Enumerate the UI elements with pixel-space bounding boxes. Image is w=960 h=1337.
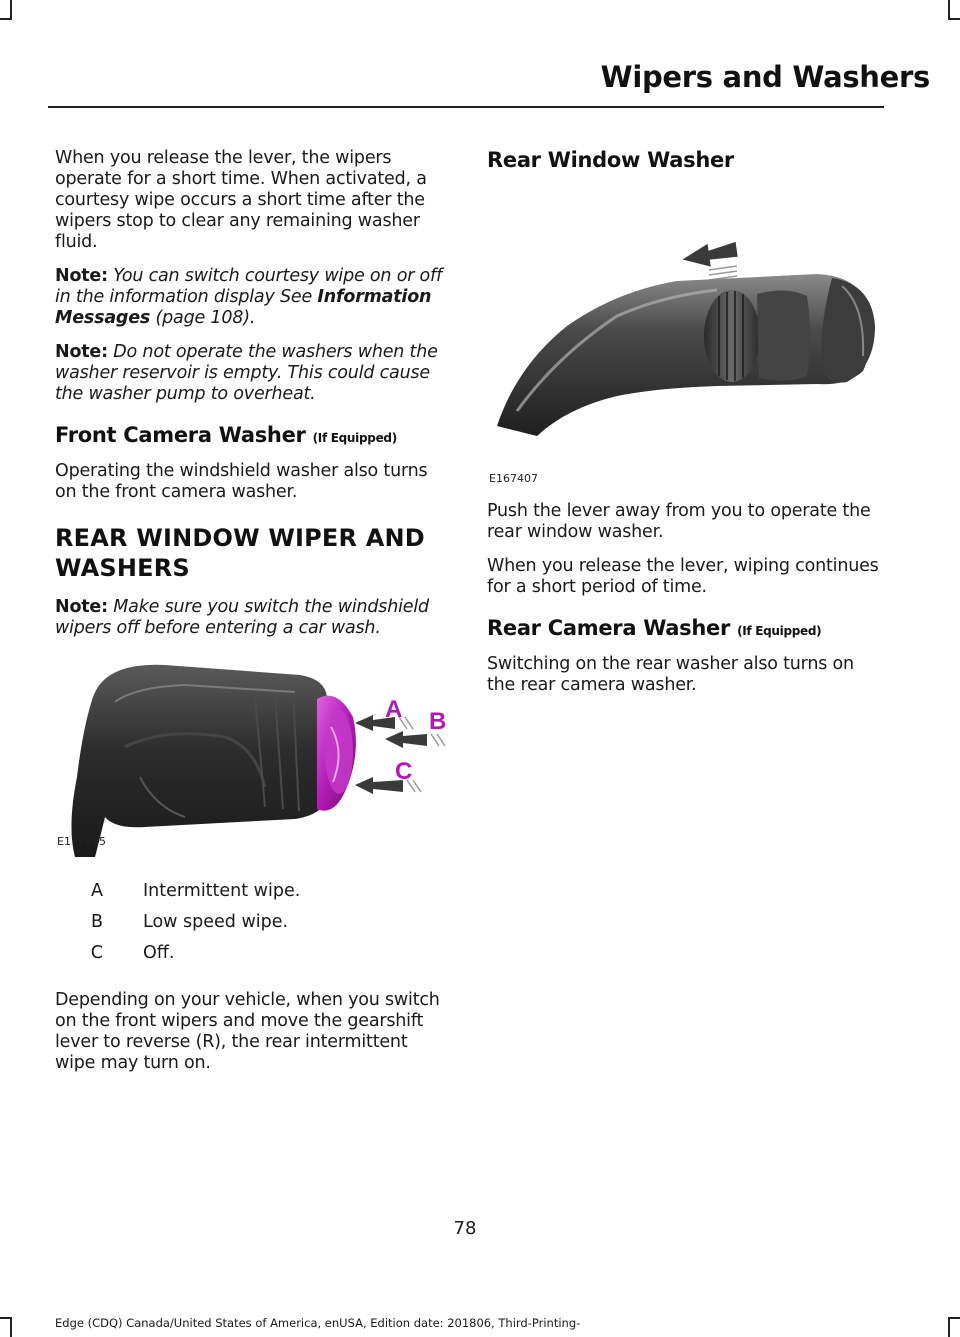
if-equipped-label: (If Equipped) <box>312 431 397 445</box>
rear-washer-lever-figure <box>487 186 882 485</box>
paragraph-reverse: Depending on your vehicle, when you switch on the front wipers and move the gearshift lever to reverse (R), the rear intermittent wipe may turn on. <box>55 990 440 1073</box>
section-heading-line1: REAR WINDOW WIPER AND <box>55 524 425 552</box>
crop-mark <box>10 1317 12 1337</box>
callout-text: Low speed wipe. <box>143 912 289 932</box>
list-item <box>55 881 450 912</box>
page-title: Wipers and Washers <box>600 60 930 94</box>
front-camera-heading <box>55 423 450 447</box>
note-label: Note: <box>55 342 108 362</box>
crop-mark <box>10 0 12 20</box>
heading-text: Front Camera Washer <box>55 423 306 447</box>
callout-letter: B <box>90 912 103 932</box>
note-reservoir <box>55 342 450 405</box>
crop-mark <box>948 0 950 20</box>
header-divider <box>48 106 884 108</box>
callout-text: Intermittent wipe. <box>143 881 301 901</box>
edition-line: Edge (CDQ) Canada/United States of America, enUSA, Edition date: 201806, Third-Printing- <box>55 1316 581 1330</box>
rear-window-washer-heading: Rear Window Washer <box>487 148 734 172</box>
paragraph-front-camera: Operating the windshield washer also turns on the front camera washer. <box>55 461 428 502</box>
rear-camera-heading <box>487 616 882 640</box>
left-column <box>55 148 450 1087</box>
note-text: You can switch courtesy wipe on or off in the information display See <box>55 266 442 307</box>
callout-text: Off. <box>143 943 175 963</box>
section-heading-line2: WASHERS <box>55 554 190 582</box>
wiper-lever-figure <box>55 657 450 857</box>
wiper-lever-illustration <box>55 657 450 857</box>
note-car-wash <box>55 597 450 639</box>
paragraph-push: Push the lever away from you to operate the rear window washer. <box>487 501 871 542</box>
figure-code: E171615 <box>57 835 106 848</box>
crop-mark <box>948 18 960 20</box>
crop-mark <box>0 18 12 20</box>
if-equipped-label: (If Equipped) <box>737 624 822 638</box>
list-item <box>55 943 450 974</box>
note-text: Do not operate the washers when the washer reservoir is empty. This could cause the washer pump to overheat. <box>55 342 438 404</box>
figure-label-c: C <box>395 758 413 785</box>
section-heading <box>55 523 450 583</box>
callout-letter: C <box>90 943 103 963</box>
paragraph-release-rear: When you release the lever, wiping continues for a short period of time. <box>487 556 879 597</box>
figure-code: E167407 <box>489 472 538 485</box>
callout-list <box>55 881 450 974</box>
crop-mark <box>0 1317 12 1319</box>
page-reference: (page 108). <box>155 308 256 328</box>
note-label: Note: <box>55 266 108 286</box>
crop-mark <box>948 1317 950 1337</box>
paragraph-release: When you release the lever, the wipers operate for a short time. When activated, a courtesy wipe occurs a short time after the wipers stop to clear any remaining washer fluid. <box>55 148 427 252</box>
note-label: Note: <box>55 597 108 617</box>
paragraph-rear-camera: Switching on the rear washer also turns on the rear camera washer. <box>487 654 854 695</box>
note-text: Make sure you switch the windshield wipers off before entering a car wash. <box>55 597 429 638</box>
heading-text: Rear Camera Washer <box>487 616 731 640</box>
figure-label-a: A <box>385 696 403 723</box>
page-number: 78 <box>453 1218 477 1239</box>
rear-washer-lever-illustration <box>487 186 882 441</box>
crop-mark <box>948 1317 960 1319</box>
figure-label-b: B <box>429 708 447 735</box>
information-messages-link[interactable]: Information Messages <box>55 287 432 328</box>
note-courtesy-wipe <box>55 266 450 329</box>
callout-letter: A <box>91 881 103 901</box>
list-item <box>55 912 450 943</box>
right-column <box>487 148 882 709</box>
